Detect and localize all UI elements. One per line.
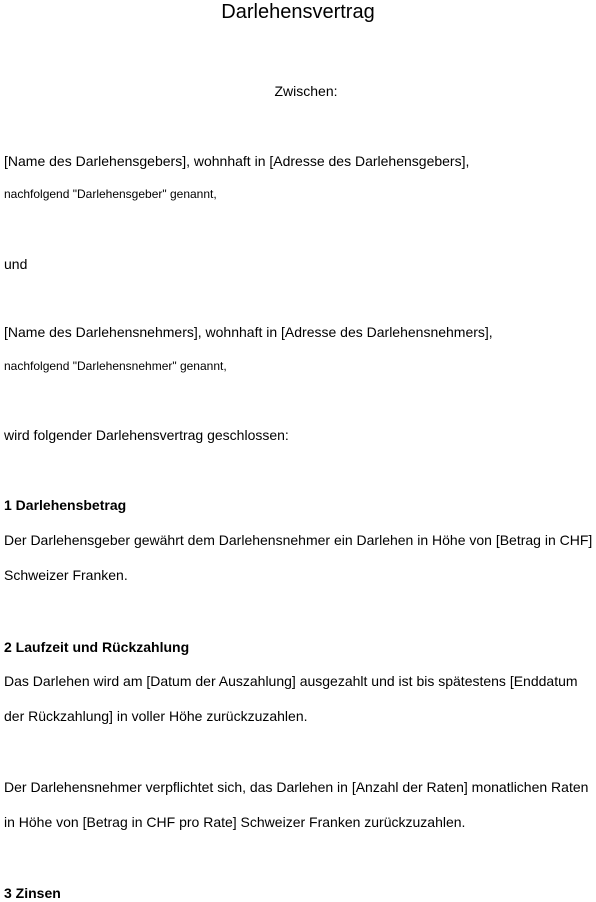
section-heading-term-repayment: 2 Laufzeit und Rückzahlung <box>4 639 190 655</box>
between-label: Zwischen: <box>274 83 338 99</box>
section-heading-interest: 3 Zinsen <box>4 885 61 901</box>
lender-line: [Name des Darlehensgebers], wohnhaft in [Adresse des Darlehensgebers], <box>4 153 470 169</box>
section-heading-loan-amount: 1 Darlehensbetrag <box>4 497 127 513</box>
section-paragraph-loan-amount: Der Darlehensgeber gewährt dem Darlehensnehmer ein Darlehen in Höhe von [Betrag in CHF] Schweizer Franken. <box>4 532 593 583</box>
document-title: Darlehensvertrag <box>221 1 375 23</box>
section-paragraph-installments: Der Darlehensnehmer verpflichtet sich, das Darlehen in [Anzahl der Raten] monatlichen Raten in Höhe von [Betrag in CHF pro Rate] Schweizer Franken zurückzuzahlen. <box>4 779 589 830</box>
contract-concluded-line: wird folgender Darlehensvertrag geschlossen: <box>4 427 289 443</box>
lender-named-line: nachfolgend "Darlehensgeber" genannt, <box>4 187 217 201</box>
and-label: und <box>4 256 28 272</box>
borrower-line: [Name des Darlehensnehmers], wohnhaft in [Adresse des Darlehensnehmers], <box>4 324 493 340</box>
section-paragraph-payout: Das Darlehen wird am [Datum der Auszahlung] ausgezahlt und ist bis spätestens [Enddatum der Rückzahlung] in voller Höhe zurückzuzahlen. <box>4 673 578 724</box>
borrower-named-line: nachfolgend "Darlehensnehmer" genannt, <box>4 359 227 373</box>
